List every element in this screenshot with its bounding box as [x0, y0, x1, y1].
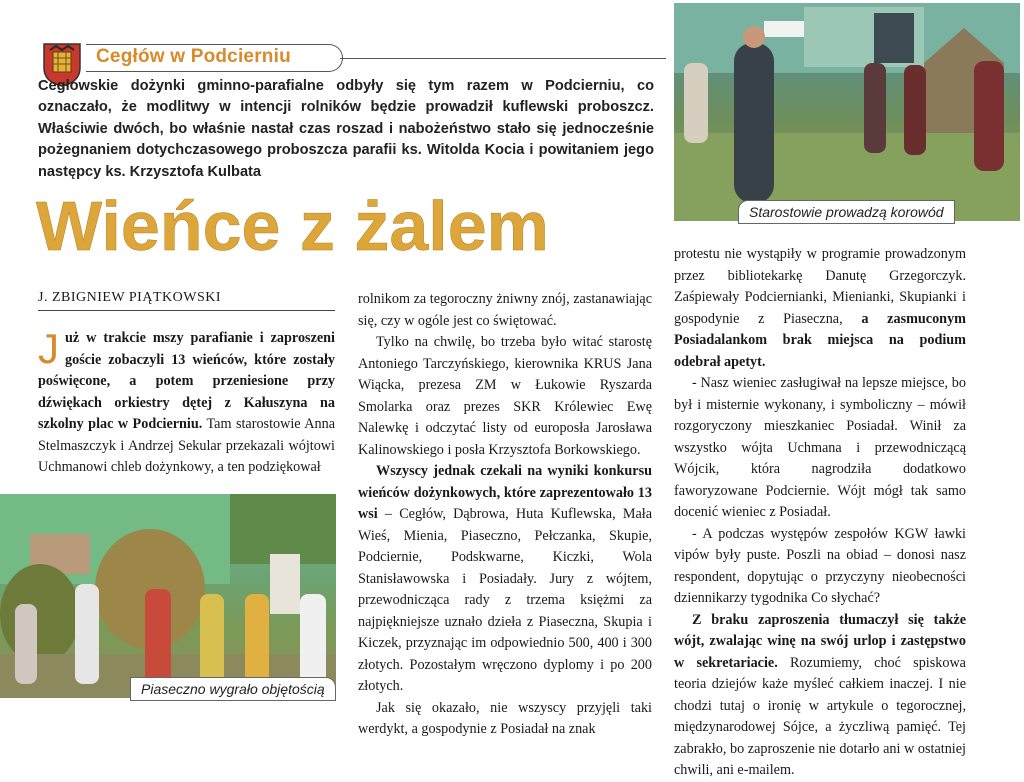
photo-caption-bottom: Piaseczno wygrało objętością [130, 677, 336, 701]
column-3-paragraph [674, 610, 966, 782]
article-column-2 [358, 289, 652, 741]
column-2-paragraph: Jak się okazało, nie wszyscy przyjęli taki werdykt, a gospodynie z Posiadał na znak [358, 699, 652, 737]
lead-paragraph: Cegłowskie dożynki gminno-parafialne odbyły się tym razem w Podcierniu, co oznaczało, że modlitwy w intencji rolników będzie prowadził kuflewski proboszcz. Właściwie dwóch, bo właśnie nastał czas roszad i nabożeństwo stało się jednocześnie pożegnaniem dotychczasowego proboszcza parafii ks. Witolda Kocia i powitaniem jego następcy ks. Krzysztofa Kulbata [38, 78, 654, 180]
column-3-paragraph: - Nasz wieniec zasługiwał na lepsze miejsce, bo był i misternie wykonany, i symboliczny – mówił rozgoryczony mieszkaniec Posiadał. Winił za wszystko wójta Uchmana i przewodniczącą Wójcik, która nagrodziła dodatkowo faworyzowane Podciernie. Wójt mógł tak samo docenić wieniec z Posiadał. [674, 375, 966, 520]
bold-text: uż w trakcie mszy parafianie i zaproszeni goście zobaczyli 13 wieńców, które zostały poświęcone, a potem przeniesione przy dźwiękach orkiestry dętej z Kałuszyna na szkolny plac w Podcierniu. [38, 330, 335, 432]
column-2-paragraph: Tylko na chwilę, bo trzeba było witać starostę Antoniego Tarczyńskiego, kierownika KRUS Jana Wiącka, prezesa ZM w Łukowie Ryszarda Smolarka oraz prezes SKR Królewiec Ewę Nalewkę i odczytać listy od europosła Jarosława Kalinowskiego i posła Krzysztofa Borkowskiego. [358, 334, 652, 458]
bold-text: a zasmuconym Posiadalankom brak miejsca na podium odebrał apetyt. [674, 310, 966, 370]
section-rule [340, 58, 666, 59]
column-3-paragraph [674, 244, 966, 373]
photo-procession-image [674, 3, 1020, 221]
drop-cap: J [38, 325, 59, 372]
byline: J. ZBIGNIEW PIĄTKOWSKI [38, 290, 221, 305]
column-2-paragraph [358, 461, 652, 698]
photo-wreaths [0, 494, 336, 698]
photo-wreaths-image [0, 494, 336, 698]
section-title [86, 44, 343, 72]
body-text: Tam starostowie Anna Stelmaszczyk i Andrzej Sekular przekazali wójtowi Uchmanowi chleb dożynkowy, a ten podziękował [38, 416, 335, 475]
section-title-text: Cegłów w Podcierniu [96, 46, 291, 67]
column-3-paragraph: - A podczas występów zespołów KGW ławki vipów były puste. Poszli na obiad – donosi nasz respondent, dopytując o przyczyny nieobecności dziennikarzy tygodnika Co słychać? [674, 525, 966, 606]
article-column-1 [38, 325, 335, 479]
column-2-paragraph: rolnikom za tegoroczny żniwny znój, zastanawiając się, czy w ogóle jest co świętować. [358, 291, 652, 329]
bold-text: Z braku zaproszenia tłumaczył się także wójt, zwalając winę na swój urlop i zastępstwo w sekretariacie. [674, 611, 966, 671]
photo-procession [674, 3, 1020, 221]
headline: Wieńce z żalem [36, 187, 549, 265]
column-1-paragraph [38, 325, 335, 479]
bold-text: Wszyscy jednak czekali na wyniki konkursu wieńców dożynkowych, które zaprezentowało 13 wsi [358, 463, 652, 522]
byline-rule [38, 310, 335, 311]
photo-caption-top: Starostowie prowadzą korowód [738, 200, 955, 224]
body-text: protestu nie wystąpiły w programie prowadzonym przez bibliotekarkę Danutę Grzegorczyk. Zaśpiewały Podciernianki, Mienianki, Skupianki i gospodynie z Piaseczna, [674, 246, 966, 327]
article-column-3 [674, 244, 966, 782]
body-text: Rozumiemy, choć spiskowa teoria dziejów każe myśleć całkiem inaczej. I nie chodzi tutaj o ironię w artykule o tegorocznej, międzynarodowej Sójce, a życzliwą pamięć. Tej zabrakło, bo zaproszenie nie dotarło ani w ostatniej chwili, ani e-mailem. [674, 654, 966, 778]
body-text: – Cegłów, Dąbrowa, Huta Kuflewska, Mała Wieś, Mienia, Piaseczno, Pełczanka, Skupie, Podciernie, Podskwarne, Kiczki, Wola Stanisławowska i Posiadały. Jury z wójtem, przewodnicząca rady z trzema księżmi za najpiękniejsze uznało dzieła z Piaseczna, Skupia i Kiczek, przyznając im odpowiednio 500, 400 i 300 złotych. Pozostałym wręczono dyplomy i po 200 złotych. [358, 506, 652, 694]
